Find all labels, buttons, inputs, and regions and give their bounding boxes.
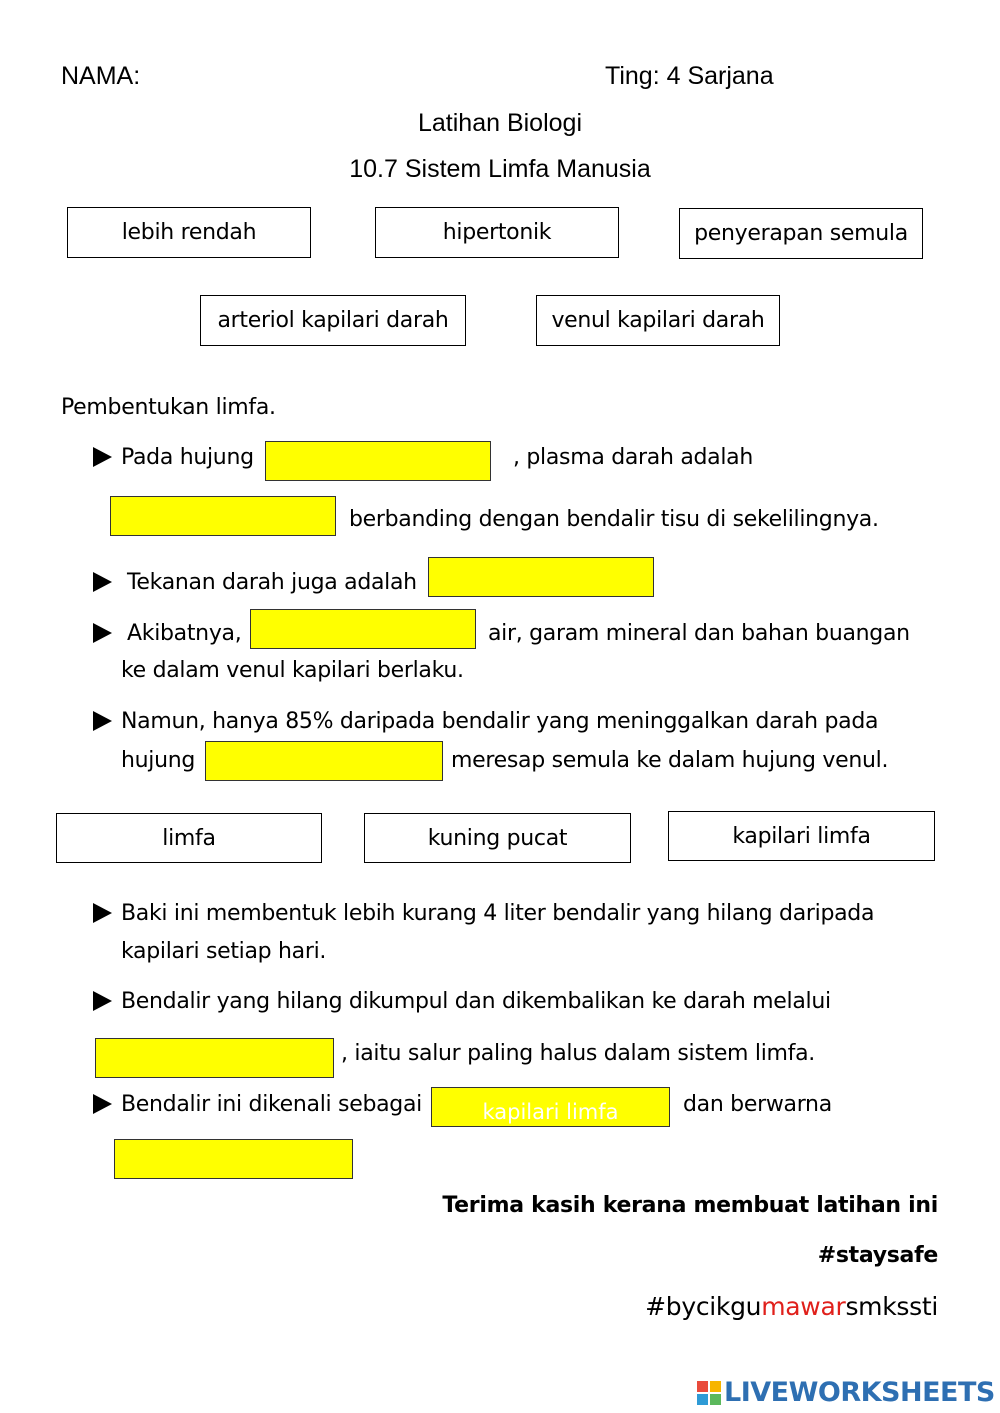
- answer-blank-2[interactable]: [110, 496, 336, 536]
- word-card-limfa[interactable]: limfa: [56, 813, 322, 863]
- class-label: Ting: 4 Sarjana: [605, 62, 774, 90]
- thanks-note: Terima kasih kerana membuat latihan ini: [442, 1193, 938, 1218]
- sentence-text: , iaitu salur paling halus dalam sistem limfa.: [341, 1041, 815, 1066]
- sentence-text: Bendalir yang hilang dikumpul dan dikembalikan ke darah melalui: [121, 989, 831, 1014]
- bullet-arrow-icon: [93, 572, 112, 592]
- sentence-text: berbanding dengan bendalir tisu di sekelilingnya.: [349, 507, 879, 532]
- sentence-text: dan berwarna: [683, 1092, 832, 1117]
- answer-blank-5[interactable]: [205, 741, 443, 781]
- sentence-text: Bendalir ini dikenali sebagai: [121, 1092, 422, 1117]
- word-card-penyerapan-semula[interactable]: penyerapan semula: [679, 208, 923, 259]
- page-title: Latihan Biologi: [417, 109, 582, 137]
- bullet-arrow-icon: [93, 991, 112, 1011]
- sentence-text: Pada hujung: [121, 445, 254, 470]
- section-title: Pembentukan limfa.: [61, 395, 276, 420]
- answer-blank-8[interactable]: [114, 1139, 353, 1179]
- answer-blank-1[interactable]: [265, 441, 491, 481]
- sentence-text: air, garam mineral dan bahan buangan: [488, 621, 910, 646]
- answer-blank-3[interactable]: [428, 557, 654, 597]
- bullet-arrow-icon: [93, 447, 112, 467]
- answer-blank-6[interactable]: [95, 1038, 334, 1078]
- sentence-text: hujung: [121, 748, 196, 773]
- hashtag-staysafe: #staysafe: [817, 1243, 938, 1268]
- bullet-arrow-icon: [93, 711, 112, 731]
- word-card-kapilari-limfa[interactable]: kapilari limfa: [668, 811, 935, 861]
- answer-blank-7[interactable]: [431, 1087, 670, 1127]
- word-card-hipertonik[interactable]: hipertonik: [375, 207, 619, 258]
- bullet-arrow-icon: [93, 1094, 112, 1114]
- sentence-text: ke dalam venul kapilari berlaku.: [121, 658, 464, 683]
- word-card-venul-kapilari-darah[interactable]: venul kapilari darah: [536, 295, 780, 346]
- bullet-arrow-icon: [93, 903, 112, 923]
- bullet-arrow-icon: [93, 623, 112, 643]
- sentence-text: , plasma darah adalah: [513, 445, 753, 470]
- page-subtitle: 10.7 Sistem Limfa Manusia: [349, 155, 651, 183]
- answer-text: kapilari limfa: [482, 1100, 619, 1124]
- answer-blank-4[interactable]: [250, 609, 476, 649]
- word-card-arteriol-kapilari-darah[interactable]: arteriol kapilari darah: [200, 295, 466, 346]
- name-label: NAMA:: [61, 62, 141, 90]
- sentence-text: meresap semula ke dalam hujung venul.: [451, 748, 889, 773]
- sentence-text: Baki ini membentuk lebih kurang 4 liter bendalir yang hilang daripada: [121, 901, 875, 926]
- liveworksheets-mark-icon: [697, 1381, 721, 1405]
- brand-name: LIVEWORKSHEETS: [724, 1377, 995, 1408]
- sentence-text: Akibatnya,: [127, 621, 242, 646]
- word-card-lebih-rendah[interactable]: lebih rendah: [67, 207, 311, 258]
- sentence-text: kapilari setiap hari.: [121, 939, 327, 964]
- word-card-kuning-pucat[interactable]: kuning pucat: [364, 813, 631, 863]
- liveworksheets-logo[interactable]: [697, 1377, 995, 1408]
- sentence-text: Tekanan darah juga adalah: [127, 570, 417, 595]
- author-credit: #bycikgumawarsmkssti: [645, 1292, 938, 1321]
- sentence-text: Namun, hanya 85% daripada bendalir yang meninggalkan darah pada: [121, 709, 879, 734]
